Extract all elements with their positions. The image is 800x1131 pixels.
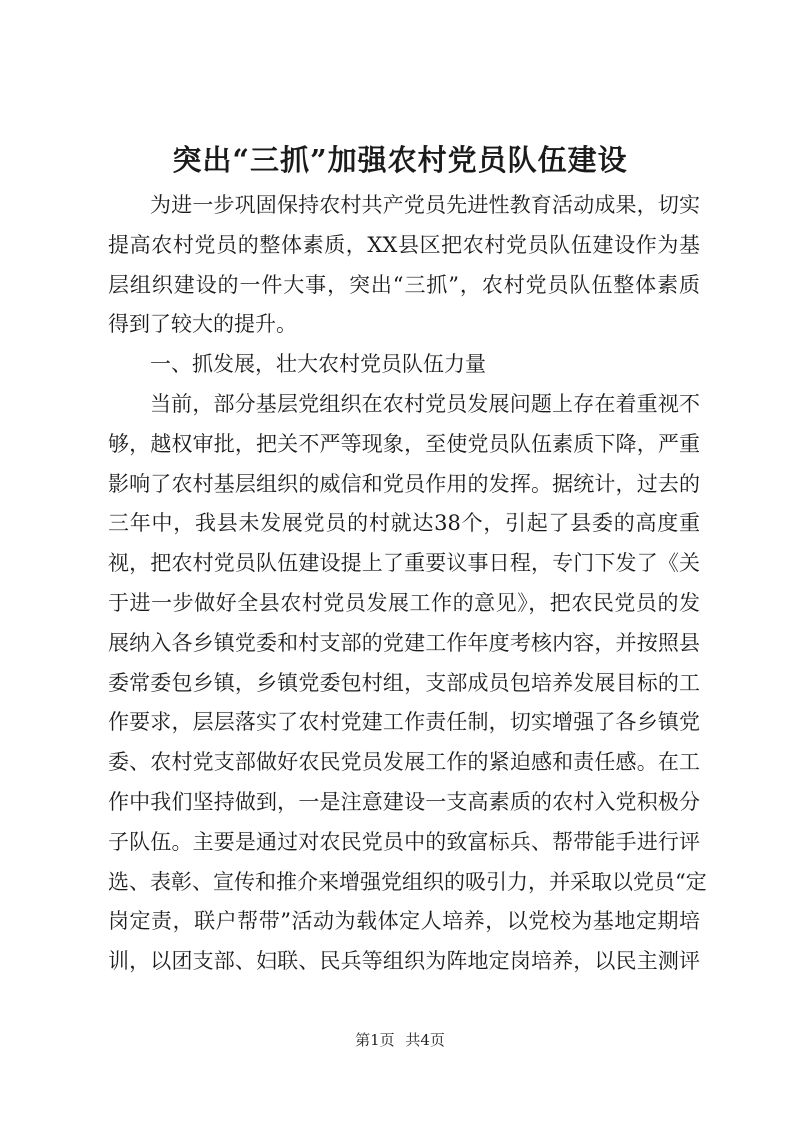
paragraph-line: 层组织建设的一件大事，突出“三抓”，农村党员队伍整体素质	[108, 272, 700, 297]
paragraph-line: 当前，部分基层党组织在农村党员发展问题上存在着重视不	[150, 391, 700, 416]
document-body	[108, 186, 707, 982]
paragraph-line: 展纳入各乡镇党委和村支部的党建工作年度考核内容，并按照县	[108, 630, 700, 655]
paragraph-line: 为进一步巩固保持农村共产党员先进性教育活动成果，切实	[150, 193, 700, 217]
paragraph-line: 子队伍。主要是通过对农民党员中的致富标兵、帮带能手进行评	[108, 829, 700, 854]
paragraph-line: 作要求，层层落实了农村党建工作责任制，切实增强了各乡镇党	[108, 710, 700, 735]
paragraph-line: 作中我们坚持做到，一是注意建设一支高素质的农村入党积极分	[108, 789, 700, 814]
paragraph-line: 提高农村党员的整体素质，XX县区把农村党员队伍建设作为基	[108, 232, 700, 257]
paragraph-line: 岗定责，联户帮带”活动为载体定人培养，以党校为基地定期培	[108, 909, 700, 934]
paragraph-line: 够，越权审批，把关不严等现象，至使党员队伍素质下降，严重	[108, 431, 700, 456]
paragraph-line: 视，把农村党员队伍建设提上了重要议事日程，专门下发了《关	[108, 551, 700, 576]
paragraph-line: 影响了农村基层组织的威信和党员作用的发挥。据统计，过去的	[108, 471, 700, 496]
page-total: 共4页	[405, 1031, 445, 1049]
page-number: 第1页	[355, 1031, 395, 1049]
section-heading: 一、抓发展，壮大农村党员队伍力量	[150, 352, 486, 377]
paragraph-line: 三年中，我县未发展党员的村就达38个，引起了县委的高度重	[108, 511, 700, 536]
page-footer	[0, 1030, 800, 1050]
paragraph-line: 委、农村党支部做好农民党员发展工作的紧迫感和责任感。在工	[108, 750, 700, 775]
document-title: 突出“三抓”加强农村党员队伍建设	[172, 143, 628, 177]
paragraph-line: 委常委包乡镇，乡镇党委包村组，支部成员包培养发展目标的工	[108, 670, 700, 695]
paragraph-line: 选、表彰、宣传和推介来增强党组织的吸引力，并采取以党员“定	[108, 869, 707, 894]
paragraph-line: 于进一步做好全县农村党员发展工作的意见》，把农民党员的发	[108, 590, 700, 615]
paragraph-line: 训，以团支部、妇联、民兵等组织为阵地定岗培养，以民主测评	[108, 949, 700, 974]
paragraph-line: 得到了较大的提升。	[108, 312, 297, 337]
